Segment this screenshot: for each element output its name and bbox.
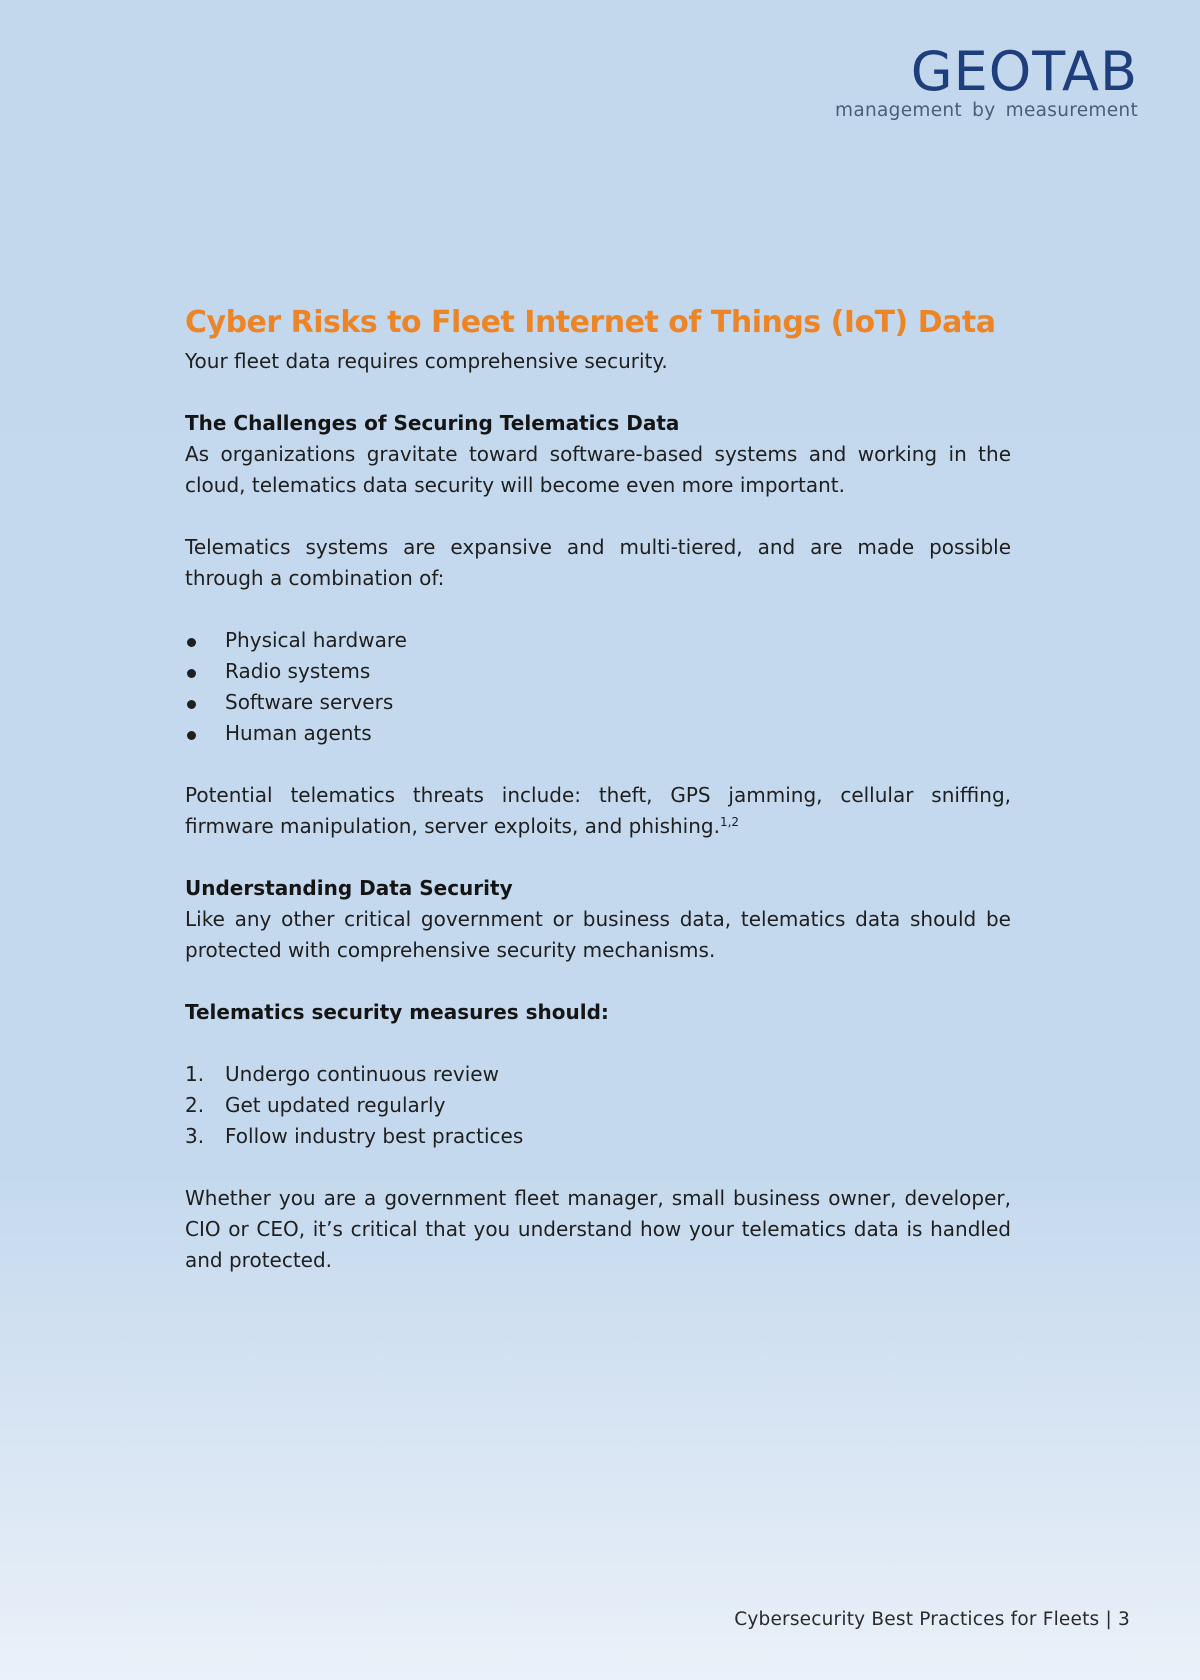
footer-title: Cybersecurity Best Practices for Fleets	[734, 1609, 1100, 1630]
section-heading-measures: Telematics security measures should:	[185, 1000, 609, 1024]
paragraph-cloud-security: As organizations gravitate toward software-based systems and working in the cloud, telematics data security will become even more important.	[185, 442, 1011, 497]
logo-tagline: management by measurement	[835, 100, 1138, 121]
logo-wordmark: GEOTAB	[910, 40, 1138, 103]
paragraph-combination: Telematics systems are expansive and multi-tiered, and are made possible through a combination of:	[185, 535, 1011, 590]
paragraph-closing: Whether you are a government fleet manager, small business owner, developer, CIO or CEO, it’s critical that you understand how your telematics data is handled and protected.	[185, 1186, 1011, 1272]
page-footer	[734, 1608, 1130, 1632]
page-subtitle: Your fleet data requires comprehensive security.	[185, 349, 668, 373]
geotab-logo	[835, 40, 1138, 121]
main-content	[185, 300, 1011, 1276]
list-item: Radio systems	[185, 656, 1011, 687]
list-item: 1. Undergo continuous review	[185, 1062, 499, 1086]
list-item: Software servers	[185, 687, 1011, 718]
list-item: 3. Follow industry best practices	[185, 1124, 524, 1148]
components-list	[185, 625, 1011, 749]
section-heading-understanding: Understanding Data Security	[185, 876, 513, 900]
paragraph-threats: Potential telematics threats include: theft, GPS jamming, cellular sniffing, firmware manipulation, server exploits, and phishing.$^{1,2}$	[185, 783, 1011, 838]
page-title: Cyber Risks to Fleet Internet of Things (IoT) Data	[185, 305, 996, 340]
bullet-dot-icon	[187, 731, 196, 740]
page-number: 3	[1118, 1609, 1130, 1630]
paragraph-data-security: Like any other critical government or business data, telematics data should be protected with comprehensive security mechanisms.	[185, 907, 1011, 962]
bullet-dot-icon	[187, 700, 196, 709]
section-heading-challenges: The Challenges of Securing Telematics Data	[185, 411, 680, 435]
footer-separator: |	[1105, 1609, 1112, 1630]
footnote-reference: 1,2	[719, 815, 740, 829]
list-item: 2. Get updated regularly	[185, 1093, 446, 1117]
bullet-dot-icon	[187, 638, 196, 647]
measures-list	[185, 1059, 1011, 1152]
list-item: Physical hardware	[185, 625, 1011, 656]
list-item: Human agents	[185, 718, 1011, 749]
bullet-dot-icon	[187, 669, 196, 678]
